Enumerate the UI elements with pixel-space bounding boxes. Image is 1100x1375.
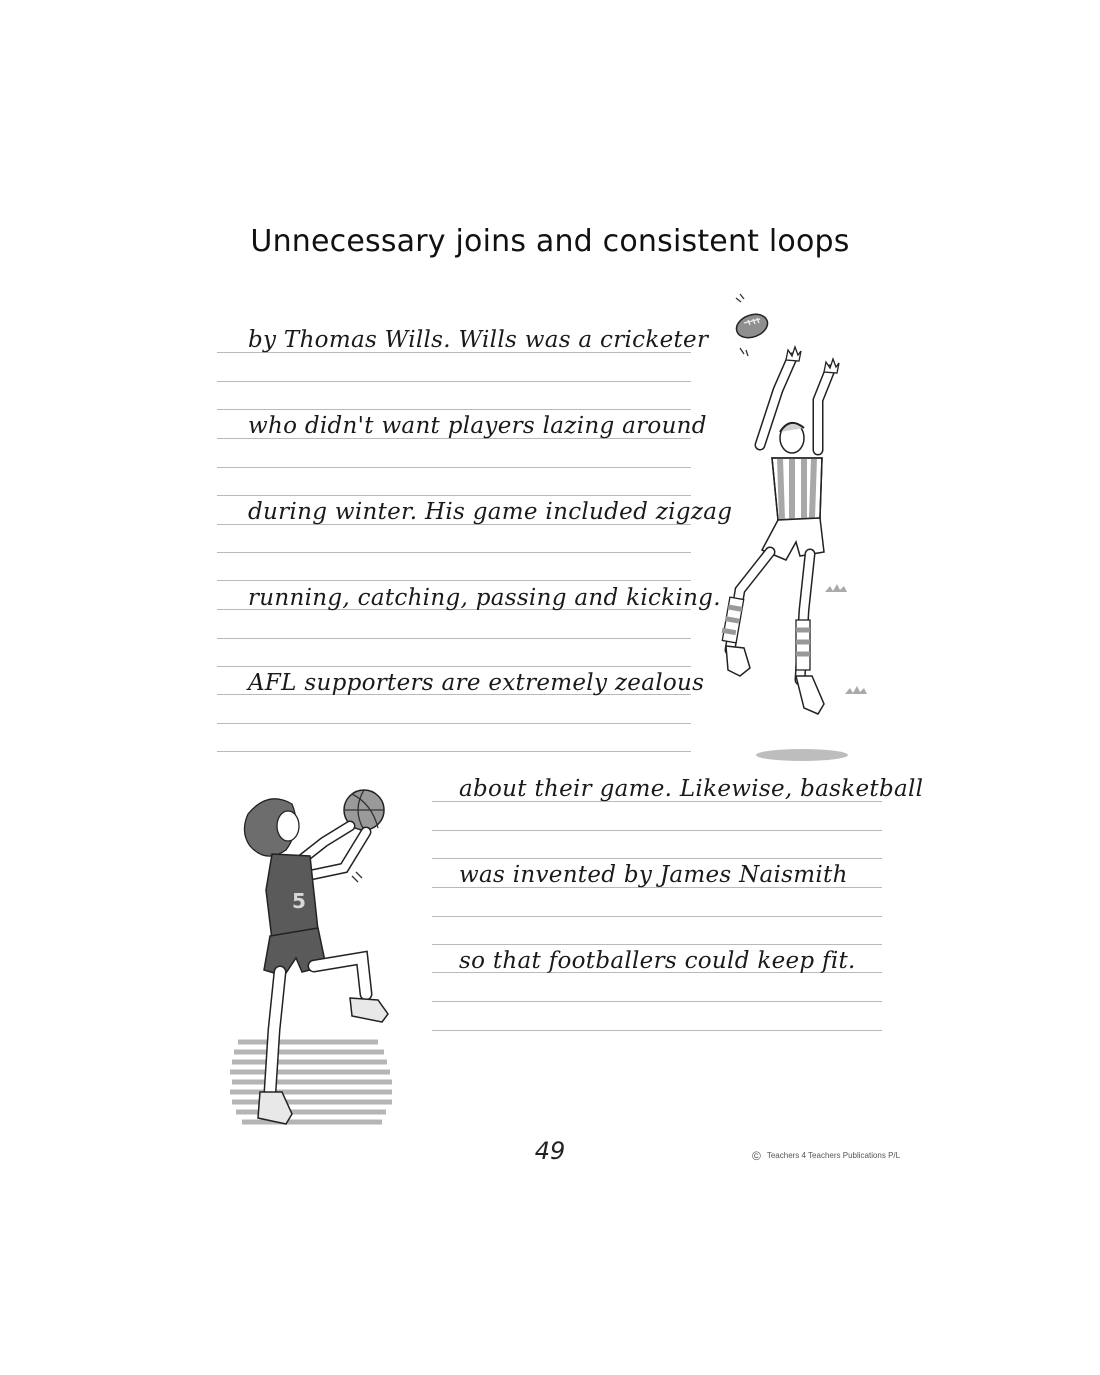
handwriting-line: during winter. His game included zigzag [248, 499, 733, 525]
jersey-number: 5 [292, 889, 306, 913]
copyright-notice [752, 1149, 900, 1163]
handwriting-line: AFL supporters are extremely zealous [248, 670, 705, 696]
copyright-text: Teachers 4 Teachers Publications P/L [766, 1151, 901, 1161]
handwriting-line: was invented by James Naismith [459, 862, 848, 888]
handwriting-line: by Thomas Wills. Wills was a cricketer [248, 327, 709, 353]
court-floor [230, 1042, 392, 1122]
football-icon [733, 294, 771, 356]
handwriting-line: who didn't want players lazing around [248, 413, 707, 439]
page-number: 49 [534, 1137, 566, 1165]
page-title: Unnecessary joins and consistent loops [250, 224, 850, 259]
handwriting-line: running, catching, passing and kicking. [248, 585, 721, 611]
handwriting-line: about their game. Likewise, basketball [459, 776, 924, 802]
handwriting-line: so that footballers could keep fit. [459, 948, 856, 974]
copyright-icon: © [752, 1149, 761, 1163]
football-player-illustration [700, 290, 890, 770]
basketball-player-illustration [226, 780, 416, 1140]
